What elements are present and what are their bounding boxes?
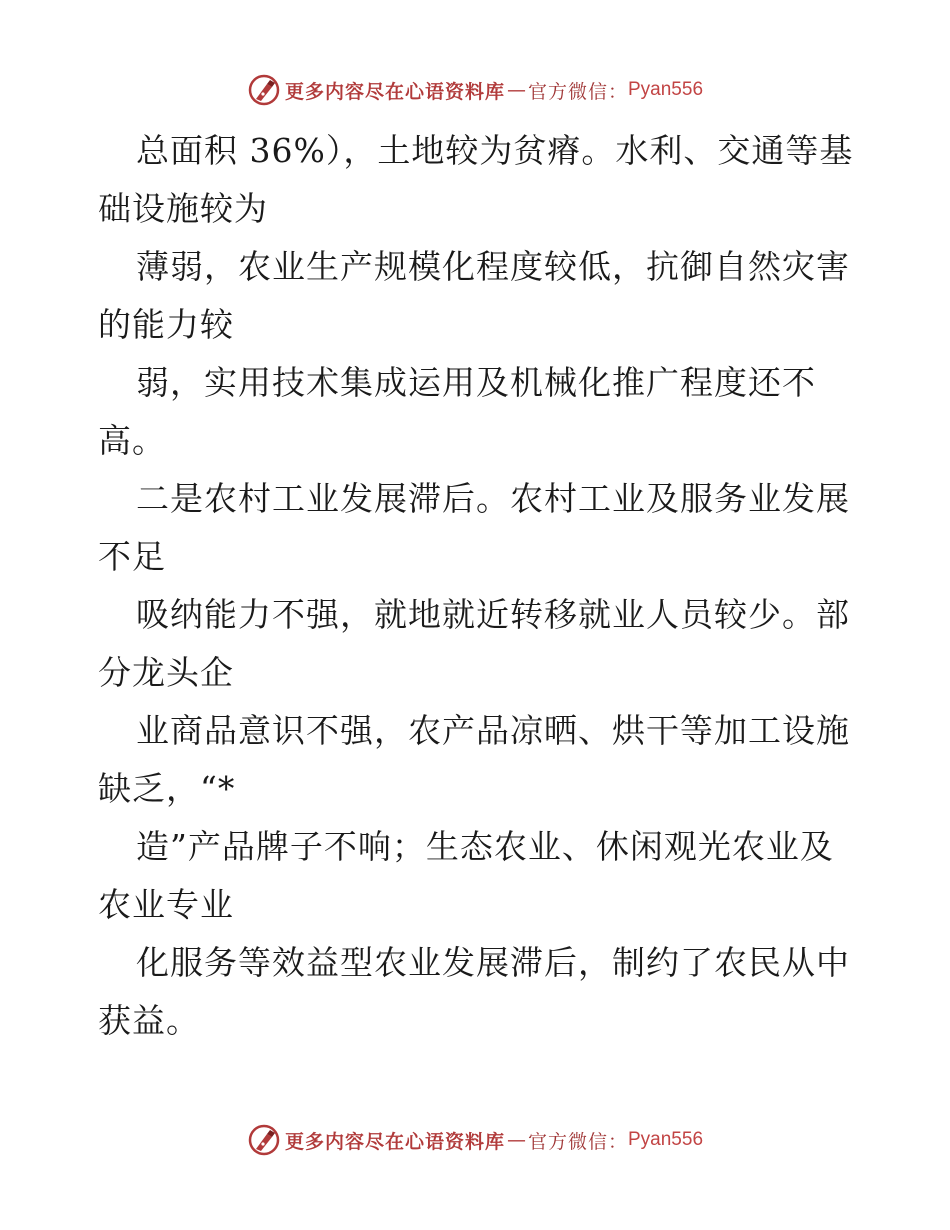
body-line-9: 吸纳能力不强，就地就近转移就业人员较少。部 [136,595,850,634]
pen-nib-logo-icon [247,73,281,107]
body-line-5: 弱，实用技术集成运用及机械化推广程度还不 [136,363,816,402]
body-line-8: 不足 [98,537,166,576]
header-site-name: 更多内容尽在心语资料库 [284,80,505,103]
footer-banner [0,1120,950,1160]
body-line-2: 础设施较为 [98,189,268,228]
body-line-3: 薄弱，农业生产规模化程度较低，抗御自然灾害 [136,247,850,286]
pen-nib-logo-icon [247,1123,281,1157]
body-line-6: 高。 [98,421,166,460]
body-line-1: 总面积 36%），土地较为贫瘠。水利、交通等基 [136,131,854,170]
header-banner [0,70,950,110]
body-line-10: 分龙头企 [98,653,234,692]
body-line-14: 农业专业 [98,885,234,924]
document-body [98,122,858,1050]
body-line-16: 获益。 [98,1001,200,1040]
header-wechat-id: Pyan556 [628,79,704,100]
body-line-12: 缺乏，“* [98,769,236,808]
body-line-4: 的能力较 [98,305,234,344]
body-line-11: 业商品意识不强，农产品凉晒、烘干等加工设施 [136,711,850,750]
footer-wechat-label: 官方微信： [527,1130,628,1153]
footer-site-name: 更多内容尽在心语资料库 [284,1130,505,1153]
body-line-13: 造”产品牌子不响；生态农业、休闲观光农业及 [136,827,834,866]
footer-wechat-id: Pyan556 [628,1129,704,1150]
body-line-15: 化服务等效益型农业发展滞后，制约了农民从中 [136,943,850,982]
header-wechat-label: 官方微信： [527,80,628,103]
body-line-7: 二是农村工业发展滞后。农村工业及服务业发展 [136,479,850,518]
header-dash: — [506,79,526,101]
footer-dash: — [506,1129,526,1151]
